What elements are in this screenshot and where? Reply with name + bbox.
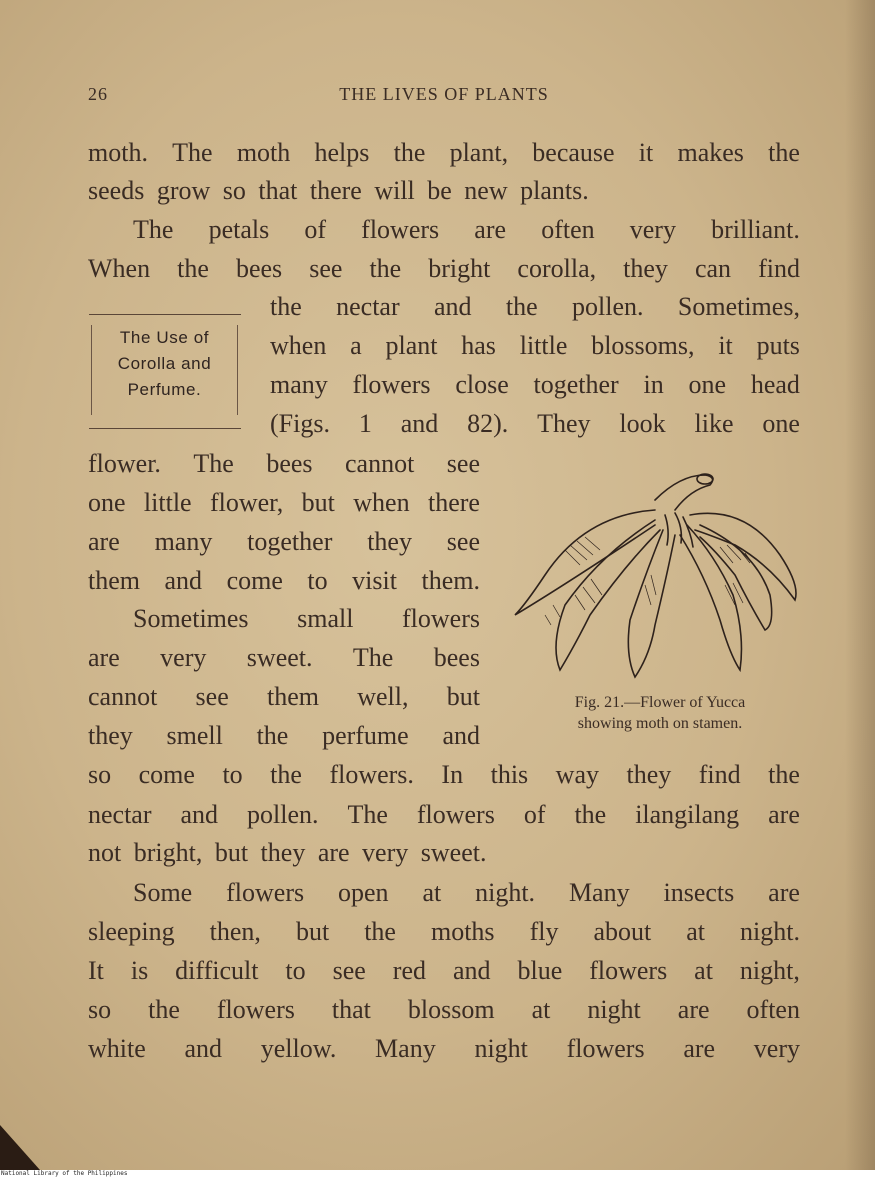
- text-line: sleeping then, but the moths fly about at night.: [88, 917, 800, 946]
- text-line: It is difficult to see red and blue flowers at night,: [88, 956, 800, 985]
- running-title: THE LIVES OF PLANTS: [339, 84, 549, 104]
- caption-line: showing moth on stamen.: [577, 715, 743, 732]
- text-line: cannot see them well, but: [88, 682, 480, 711]
- sidenote-box: [89, 314, 241, 429]
- figure-caption: [515, 692, 805, 734]
- text-line: they smell the perfume and: [88, 721, 480, 750]
- sidenote-line: The Use of: [119, 328, 210, 347]
- page-edge-shadow: [845, 0, 875, 1170]
- text-line: are very sweet. The bees: [88, 643, 480, 672]
- yucca-flower-illustration: [505, 455, 800, 680]
- library-watermark: National Library of the Philippines: [1, 1170, 128, 1177]
- text-line: Sometimes small flowers: [133, 604, 480, 633]
- text-line: the nectar and the pollen. Sometimes,: [270, 292, 800, 321]
- text-line: so come to the flowers. In this way they find the: [88, 760, 800, 789]
- sidenote-line: Corolla and: [117, 354, 212, 373]
- text-line: moth. The moth helps the plant, because it makes the: [88, 138, 800, 167]
- text-line: seeds grow so that there will be new plants.: [88, 176, 589, 205]
- text-line: flower. The bees cannot see: [88, 449, 480, 478]
- text-line: one little flower, but when there: [88, 488, 480, 517]
- page-corner-mark: [0, 1125, 40, 1170]
- text-line: when a plant has little blossoms, it puts: [270, 331, 800, 360]
- text-line: white and yellow. Many night flowers are very: [88, 1034, 800, 1063]
- text-line: them and come to visit them.: [88, 566, 480, 595]
- running-head: [88, 84, 800, 110]
- footer-strip: [0, 1170, 875, 1178]
- text-line: nectar and pollen. The flowers of the ilangilang are: [88, 800, 800, 829]
- text-line: many flowers close together in one head: [270, 370, 800, 399]
- text-line: so the flowers that blossom at night are often: [88, 995, 800, 1024]
- page-number: 26: [88, 84, 108, 104]
- text-line: When the bees see the bright corolla, they can find: [88, 254, 800, 283]
- text-line: Some flowers open at night. Many insects are: [133, 878, 800, 907]
- text-line: not bright, but they are very sweet.: [88, 838, 487, 867]
- text-line: (Figs. 1 and 82). They look like one: [270, 409, 800, 438]
- caption-line: Fig. 21.—Flower of Yucca: [574, 694, 746, 711]
- text-line: are many together they see: [88, 527, 480, 556]
- text-line: The petals of flowers are often very brilliant.: [133, 215, 800, 244]
- sidenote-line: Perfume.: [127, 380, 202, 399]
